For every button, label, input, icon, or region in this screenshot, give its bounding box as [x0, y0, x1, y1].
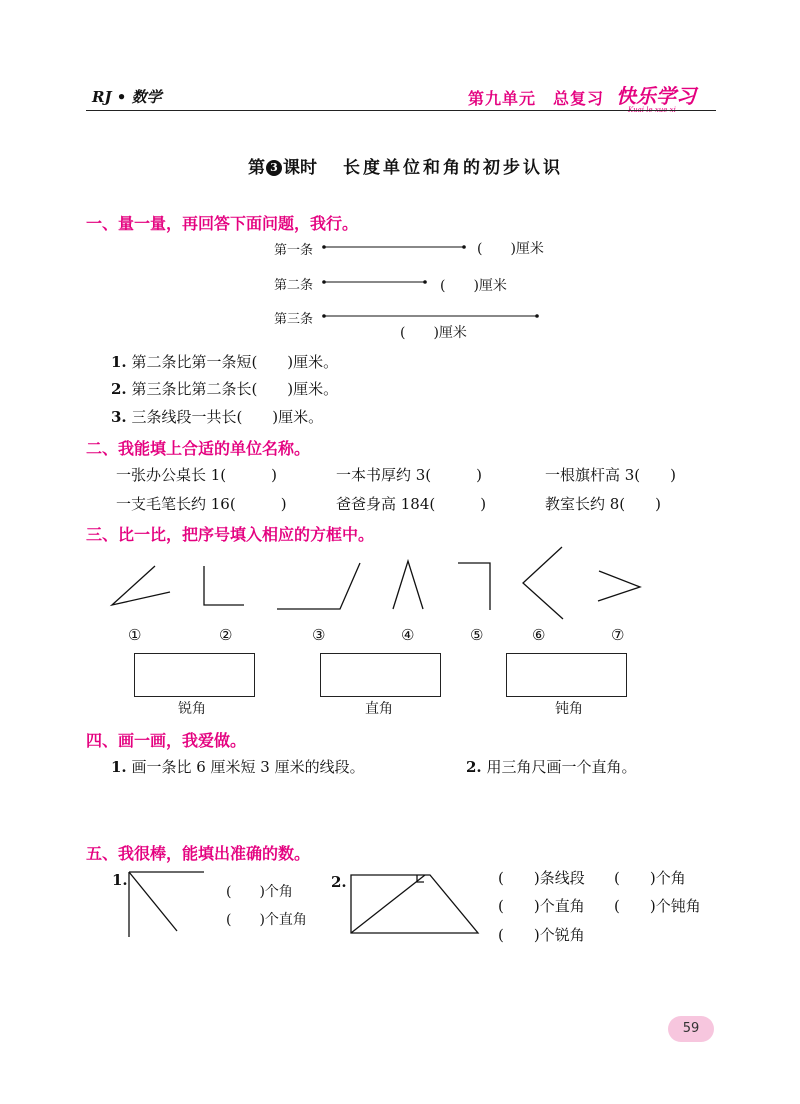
question-text: 第二条比第一条短( )厘米。 — [131, 353, 339, 371]
figure-2-number: 2. — [331, 873, 347, 891]
lesson-topic: 长度单位和角的初步认识 — [343, 158, 563, 178]
figure-2-segments[interactable]: ( )条线段 — [498, 869, 585, 887]
section-3-heading: 三、比一比，把序号填入相应的方框中。 — [86, 525, 375, 544]
header-unit: 第九单元 总复习 — [468, 89, 605, 108]
segment-3-label: 第三条 — [274, 312, 314, 327]
angle-marker-6: ⑥ — [532, 626, 546, 644]
segment-2-answer[interactable]: ( )厘米 — [440, 278, 507, 294]
segment-3-answer[interactable]: ( )厘米 — [400, 325, 467, 341]
question-number: 2. — [466, 758, 482, 776]
unit-item-2[interactable]: 一本书厚约 3( ) — [336, 466, 483, 484]
section-1-heading: 一、量一量，再回答下面问题，我行。 — [86, 214, 359, 233]
figure-1-right-angles[interactable]: ( )个直角 — [226, 912, 307, 928]
figure-1 — [129, 872, 204, 937]
question-number: 1. — [111, 353, 127, 371]
header-subject: RJ • 数学 — [92, 88, 162, 106]
unit-item-3[interactable]: 一根旗杆高 3( ) — [545, 466, 677, 484]
unit-item-1[interactable]: 一张办公桌长 1( ) — [116, 466, 278, 484]
angle-marker-7: ⑦ — [611, 626, 625, 644]
lesson-suffix: 课时 — [283, 158, 317, 178]
brand-logo: 快乐学习 — [616, 84, 696, 108]
angle-marker-4: ④ — [401, 626, 415, 644]
figure-2-right-angles[interactable]: ( )个直角 — [498, 897, 585, 915]
angle-marker-5: ⑤ — [470, 626, 484, 644]
unit-item-6[interactable]: 教室长约 8( ) — [545, 495, 662, 513]
angle-marker-2: ② — [219, 626, 233, 644]
angle-marker-3: ③ — [312, 626, 326, 644]
lesson-prefix: 第 — [248, 158, 265, 178]
obtuse-angle-label: 钝角 — [555, 701, 583, 717]
question-number: 1. — [111, 758, 127, 776]
section-4-heading: 四、画一画，我爱做。 — [86, 731, 247, 750]
figure-1-angles[interactable]: ( )个角 — [226, 884, 293, 900]
figure-1-number: 1. — [112, 871, 128, 889]
segment-1-label: 第一条 — [274, 243, 314, 258]
segment-1-answer[interactable]: ( )厘米 — [477, 241, 544, 257]
figure-2-acute-angles[interactable]: ( )个锐角 — [498, 926, 585, 944]
question-text: 画一条比 6 厘米短 3 厘米的线段。 — [131, 758, 365, 776]
question-text: 三条线段一共长( )厘米。 — [131, 408, 324, 426]
figure-2-angles[interactable]: ( )个角 — [614, 869, 686, 887]
figure-2 — [351, 875, 478, 933]
acute-angle-label: 锐角 — [178, 701, 206, 717]
section-5-heading: 五、我很棒，能填出准确的数。 — [86, 844, 311, 863]
question-number: 3. — [111, 408, 127, 426]
brand-logo-sub: Kuai le xue xi — [628, 106, 676, 114]
lesson-number: 3 — [266, 160, 282, 176]
section-2-heading: 二、我能填上合适的单位名称。 — [86, 439, 311, 458]
question-text: 用三角尺画一个直角。 — [486, 758, 637, 776]
segment-2-label: 第二条 — [274, 278, 314, 293]
figure-2-obtuse-angles[interactable]: ( )个钝角 — [614, 897, 701, 915]
question-text: 第三条比第二条长( )厘米。 — [131, 380, 339, 398]
page-number: 59 — [668, 1016, 714, 1042]
question-number: 2. — [111, 380, 127, 398]
right-angle-label: 直角 — [365, 701, 393, 717]
unit-item-5[interactable]: 爸爸身高 184( ) — [336, 495, 487, 513]
unit-item-4[interactable]: 一支毛笔长约 16( ) — [116, 495, 287, 513]
angle-marker-1: ① — [128, 626, 142, 644]
